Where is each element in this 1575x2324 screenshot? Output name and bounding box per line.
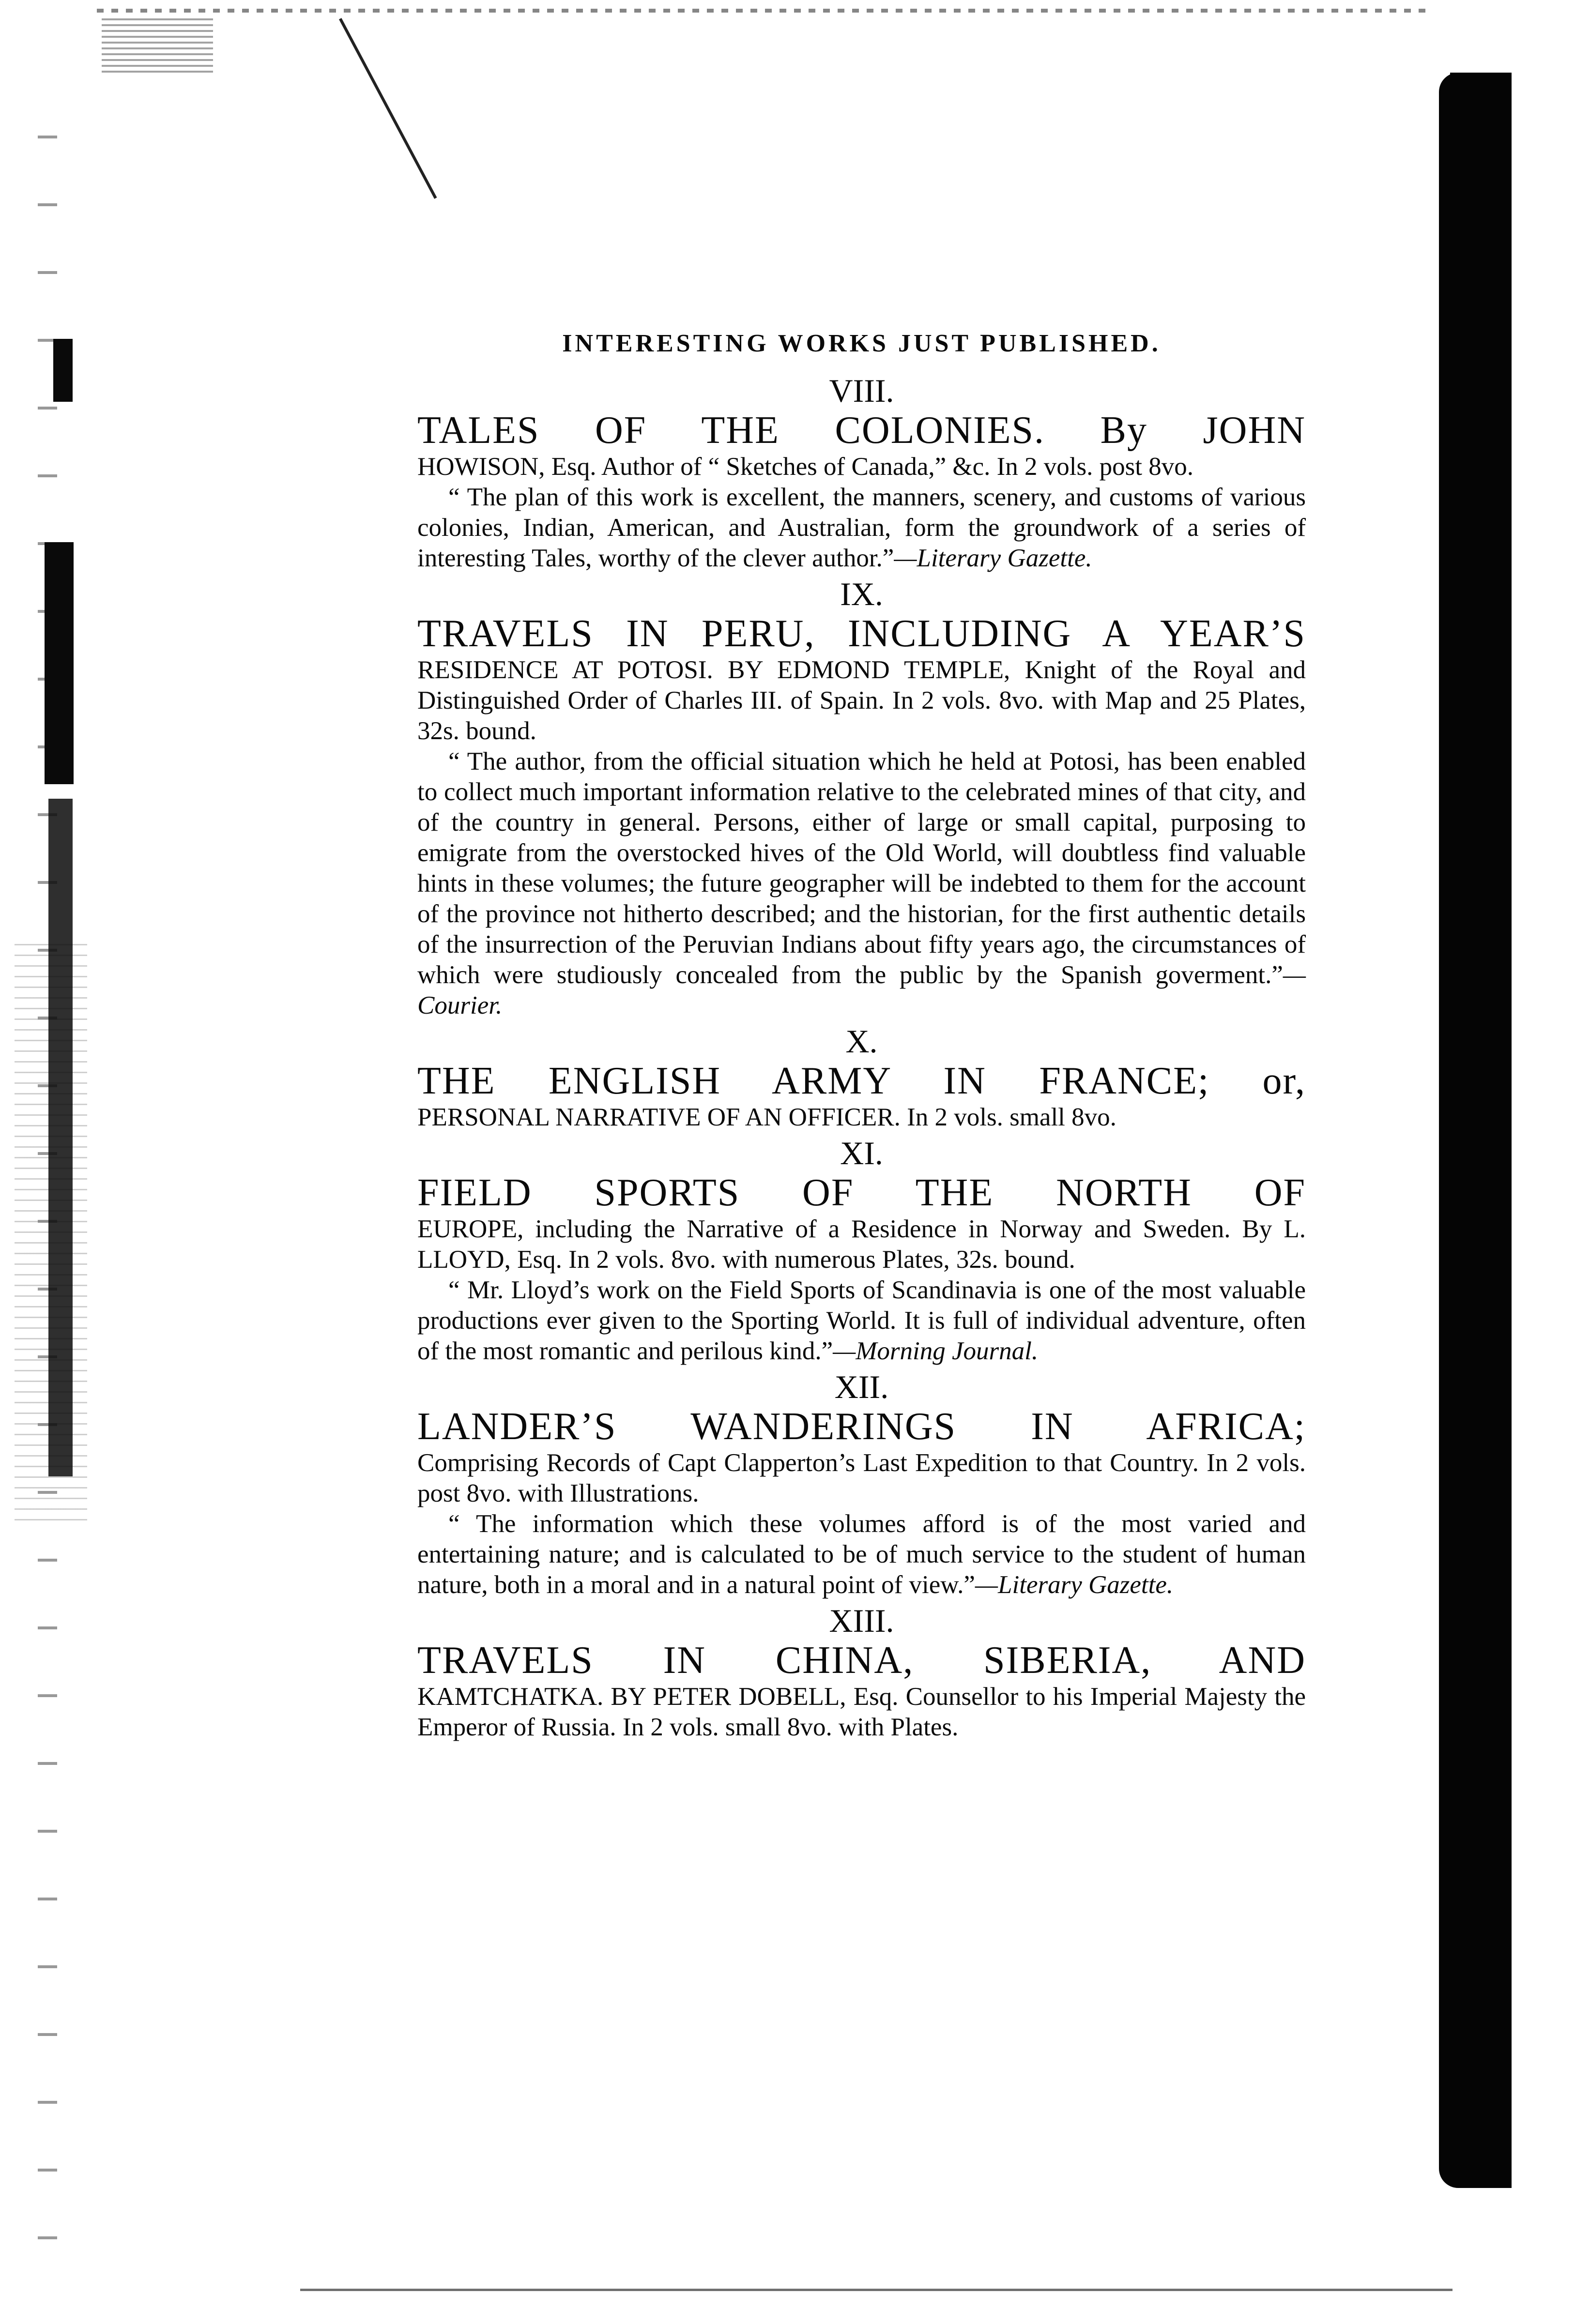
running-head: INTERESTING WORKS JUST PUBLISHED. bbox=[562, 330, 1161, 357]
quote-text: “ Mr. Lloyd’s work on the Field Sports of Scandinavia is one of the most valuable productions ever given to the Sporting World. It is full of individual adventure, often of the most romantic and perilous kind.” bbox=[417, 1276, 1306, 1365]
entry-title: TRAVELS IN PERU, INCLUDING A YEAR’S bbox=[417, 612, 1306, 655]
quote-text: “ The plan of this work is excellent, the manners, scenery, and customs of various colonies, Indian, American, and Australian, form the groundwork of a series of interesting Tales, worthy of the clever author.” bbox=[417, 483, 1306, 572]
advertisement-column bbox=[417, 329, 1306, 1743]
scan-left-block bbox=[53, 339, 73, 402]
entry-title: TALES OF THE COLONIES. By JOHN bbox=[417, 409, 1306, 452]
quote-source: —Morning Journal. bbox=[833, 1337, 1039, 1365]
entry-title: THE ENGLISH ARMY IN FRANCE; or, bbox=[417, 1060, 1306, 1102]
quote-source: —Literary Gazette. bbox=[975, 1571, 1174, 1599]
entry-number: XII. bbox=[834, 1368, 889, 1405]
quote-source: —Literary Gazette. bbox=[894, 544, 1092, 572]
entry-description: KAMTCHATKA. BY PETER DOBELL, Esq. Counsellor to his Imperial Majesty the Emperor of Russia. In 2 vols. small 8vo. with Plates. bbox=[417, 1683, 1306, 1741]
entry-title: LANDER’S WANDERINGS IN AFRICA; bbox=[417, 1405, 1306, 1448]
scan-right-binding-top bbox=[1450, 73, 1511, 198]
entry-quote bbox=[417, 482, 1306, 574]
quote-text: “ The author, from the official situation which he held at Potosi, has been enabled to collect much important information relative to the celebrated mines of that city, and of the country in general. Persons, either of large or small capital, purposing to emigrate from the overstocked hives of the Old World, will doubtless find valuable hints in these volumes; the future geographer will be indebted to them for the account of the province not hitherto described; and the historian, for the first authentic details of the insurrection of the Peruvian Indians about fifty years ago, the circumstances of which were studiously concealed from the public by the Spanish goverment.” bbox=[417, 747, 1306, 989]
entry-quote bbox=[417, 1275, 1306, 1367]
entry-title: TRAVELS IN CHINA, SIBERIA, AND bbox=[417, 1639, 1306, 1682]
entry-number: IX. bbox=[840, 576, 883, 612]
entry-title: FIELD SPORTS OF THE NORTH OF bbox=[417, 1171, 1306, 1214]
entry-xii bbox=[417, 1369, 1306, 1600]
entry-number: XI. bbox=[840, 1135, 883, 1171]
quote-source: —Courier. bbox=[417, 961, 1306, 1019]
quote-text: “ The information which these volumes afford is of the most varied and entertaining nature; and is calculated to be of much service to the student of human nature, both in a moral and in a natural point of view.” bbox=[417, 1510, 1306, 1599]
entry-quote bbox=[417, 746, 1306, 1021]
scan-top-noise bbox=[97, 9, 1428, 13]
entry-ix bbox=[417, 577, 1306, 1021]
scan-right-binding-shadow bbox=[1439, 73, 1512, 2188]
entry-number: XIII. bbox=[829, 1602, 894, 1639]
entry-x bbox=[417, 1024, 1306, 1133]
entry-xiii bbox=[417, 1603, 1306, 1743]
scan-corner-smudge bbox=[102, 15, 213, 73]
entry-number: VIII. bbox=[829, 372, 894, 409]
scan-left-block bbox=[48, 799, 73, 1476]
entry-description: Comprising Records of Capt Clapperton’s Last Expedition to that Country. In 2 vols. post 8vo. with Illustrations. bbox=[417, 1449, 1306, 1507]
entry-description: HOWISON, Esq. Author of “ Sketches of Canada,” &c. In 2 vols. post 8vo. bbox=[417, 453, 1193, 481]
entry-description: RESIDENCE AT POTOSI. BY EDMOND TEMPLE, Knight of the Royal and Distinguished Order of Charles III. of Spain. In 2 vols. 8vo. with Map and 25 Plates, 32s. bound. bbox=[417, 656, 1306, 745]
entry-xi bbox=[417, 1136, 1306, 1367]
scan-diagonal-mark bbox=[339, 18, 437, 199]
entry-quote bbox=[417, 1509, 1306, 1600]
scan-left-block bbox=[45, 542, 74, 784]
entry-number: X. bbox=[845, 1023, 878, 1060]
entry-viii bbox=[417, 373, 1306, 574]
entry-description: EUROPE, including the Narrative of a Residence in Norway and Sweden. By L. LLOYD, Esq. In 2 vols. 8vo. with numerous Plates, 32s. bound. bbox=[417, 1215, 1306, 1274]
entry-description: PERSONAL NARRATIVE OF AN OFFICER. In 2 vols. small 8vo. bbox=[417, 1103, 1116, 1131]
scan-bottom-rule bbox=[300, 2289, 1453, 2291]
